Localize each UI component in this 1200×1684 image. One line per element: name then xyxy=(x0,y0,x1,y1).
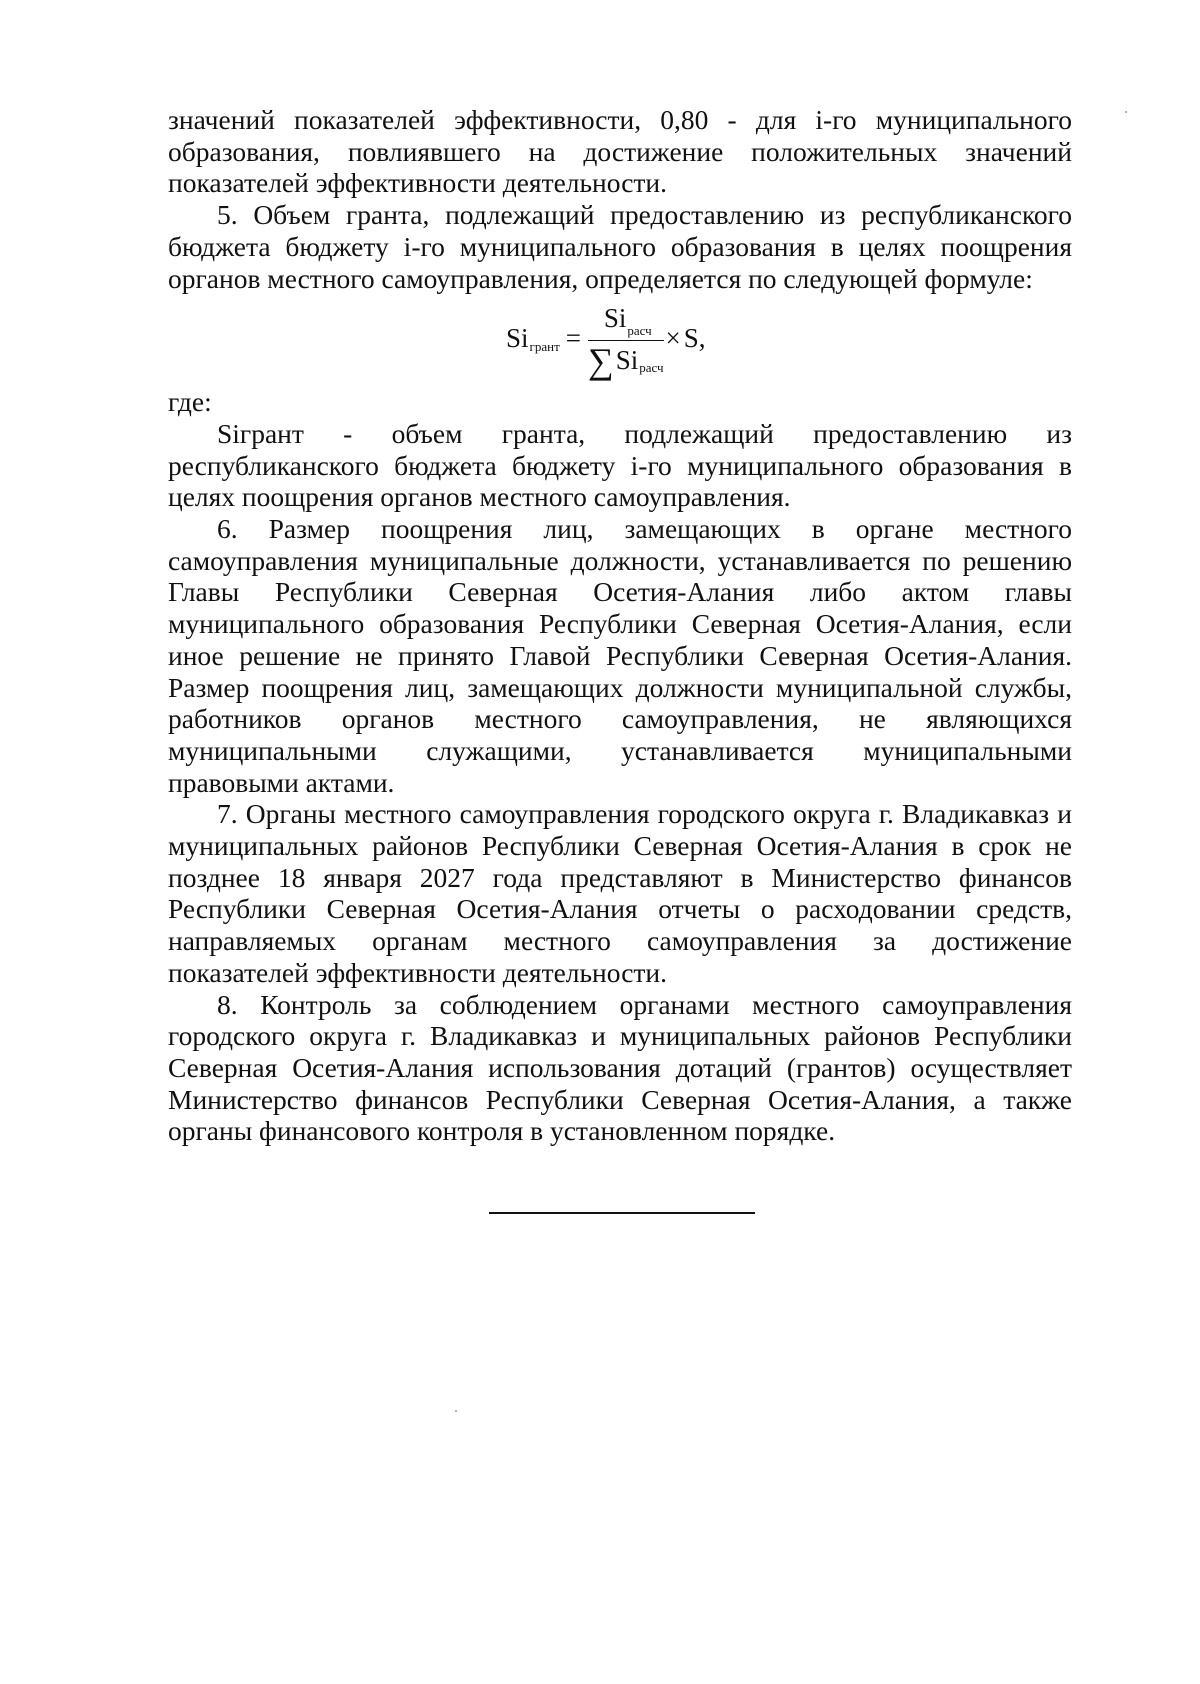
formula-denominator xyxy=(588,341,664,382)
sigma-symbol: ∑ xyxy=(588,341,614,382)
paragraph-7: 7. Органы местного самоуправления городского округа г. Владикавказ и муниципальных районов Республики Северная Осетия-Алания в срок не позднее 18 января 2027 года представляют в Министерство финансов Республики Северная Осетия-Алания отчеты о расходовании средств, направляемых органам местного самоуправления за достижение показателей эффективности деятельности. xyxy=(168,798,1072,988)
scan-speck xyxy=(1125,111,1127,113)
formula-lhs-subscript: грант xyxy=(529,339,560,355)
denominator-subscript: расч xyxy=(639,360,664,376)
formula-lhs: Si xyxy=(506,323,529,354)
document-body xyxy=(168,104,1072,1147)
paragraph-intro-continuation: значений показателей эффективности, 0,80 - для i-го муниципального образования, повлиявшего на достижение положительных значений показателей эффективности деятельности. xyxy=(168,104,1072,199)
formula-times: × xyxy=(665,323,681,354)
where-label: где: xyxy=(168,386,212,418)
closing-rule xyxy=(489,1212,755,1214)
grant-formula xyxy=(506,300,706,382)
formula-block xyxy=(168,294,1072,386)
numerator-subscript: расч xyxy=(627,322,652,338)
formula-rhs: S, xyxy=(683,323,706,354)
formula-numerator xyxy=(590,303,662,340)
formula-equals: = xyxy=(565,323,582,354)
denominator-symbol: Si xyxy=(615,345,639,376)
numerator-symbol: Si xyxy=(603,302,627,333)
paragraph-8: 8. Контроль за соблюдением органами местного самоуправления городского округа г. Владикавказ и муниципальных районов Республики Северная Осетия-Алания использования дотаций (грантов) осуществляет Министерство финансов Республики Северная Осетия-Алания, а также органы финансового контроля в установленном порядке. xyxy=(168,988,1072,1147)
formula-fraction xyxy=(588,302,664,382)
paragraph-5: 5. Объем гранта, подлежащий предоставлению из республиканского бюджета бюджету i-го муниципального образования в целях поощрения органов местного самоуправления, определяется по следующей формуле: xyxy=(168,199,1072,294)
definition-sigrant: Siгрант - объем гранта, подлежащий предоставлению из республиканского бюджета бюджету i-го муниципального образования в целях поощрения органов местного самоуправления. xyxy=(168,417,1072,513)
paragraph-6: 6. Размер поощрения лиц, замещающих в органе местного самоуправления муниципальные должности, устанавливается по решению Главы Республики Северная Осетия-Алания либо актом главы муниципального образования Республики Северная Осетия-Алания, если иное решение не принято Главой Республики Северная Осетия-Алания. Размер поощрения лиц, замещающих должности муниципальной службы, работников органов местного самоуправления, не являющихся муниципальными служащими, устанавливается муниципальными правовыми актами. xyxy=(168,513,1072,798)
scan-speck xyxy=(455,1410,457,1412)
